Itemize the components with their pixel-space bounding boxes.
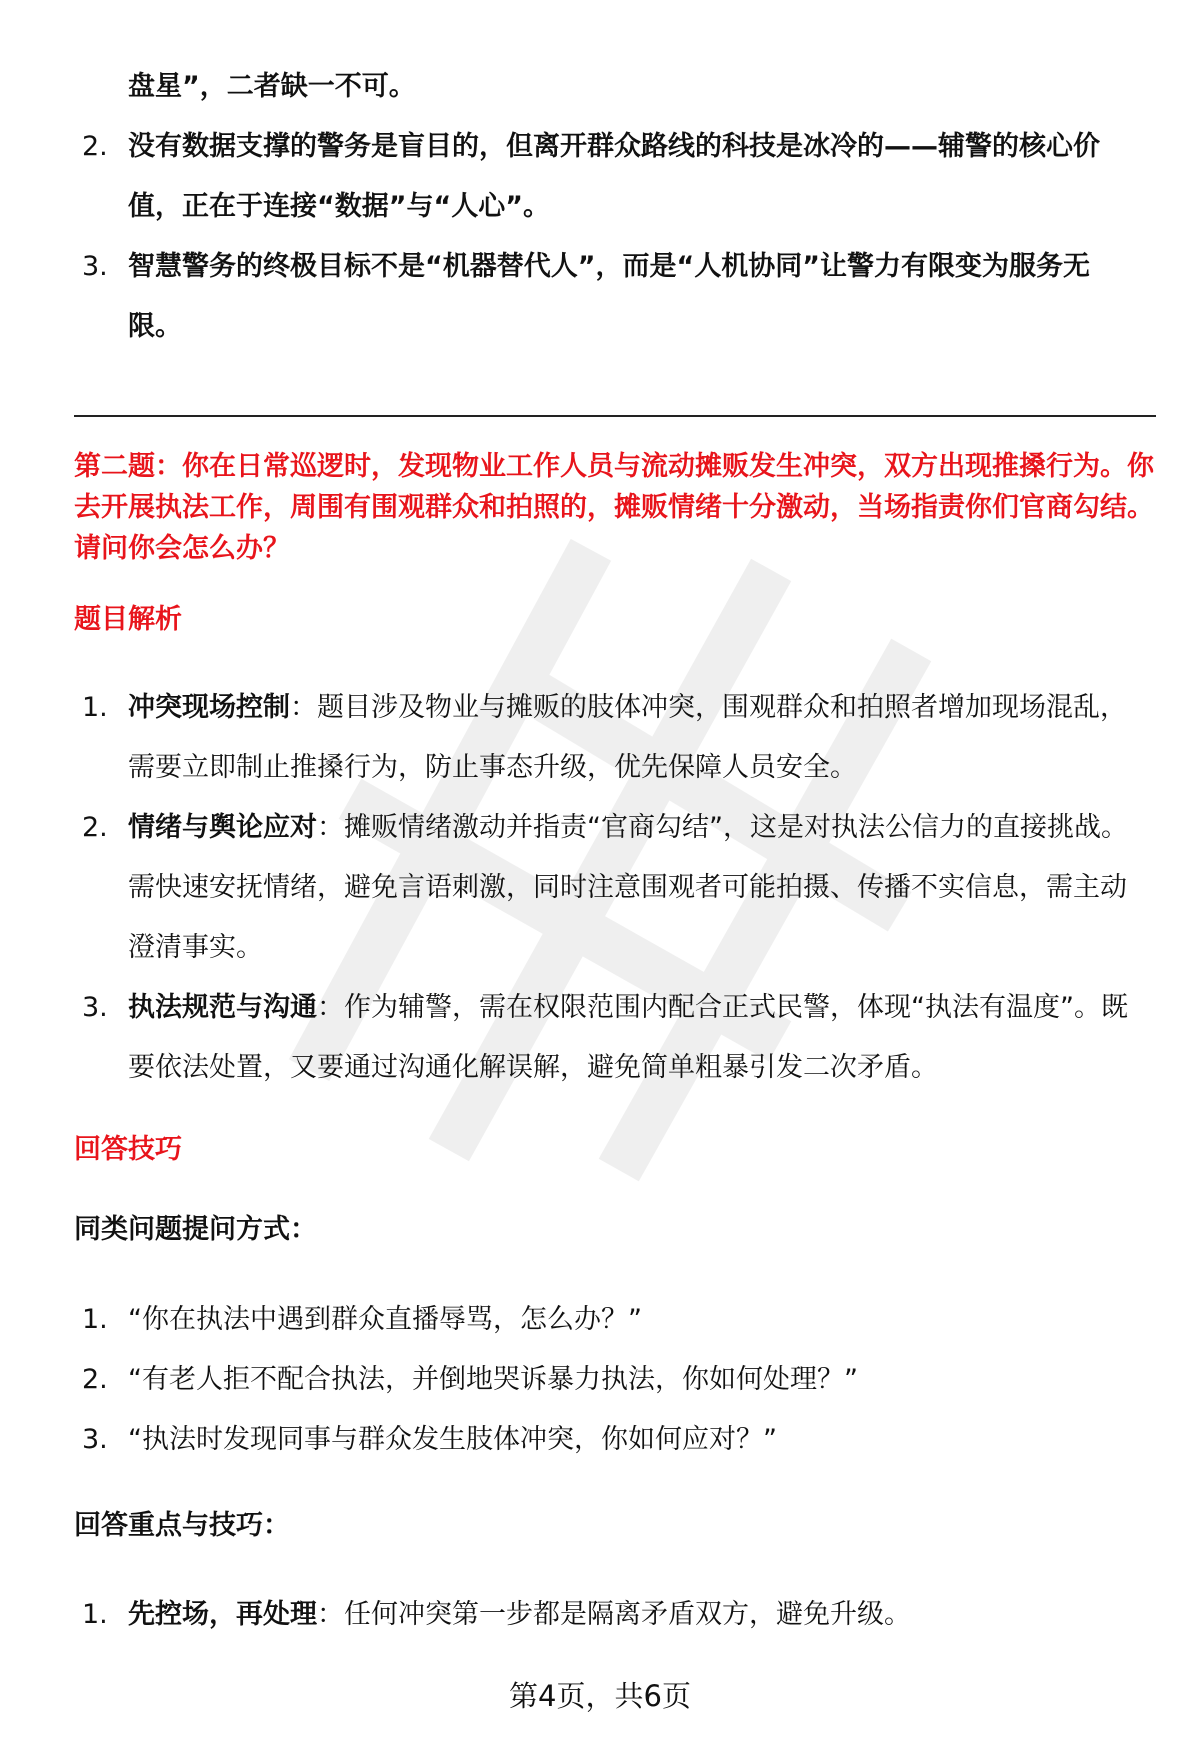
list-item-number: 1.	[82, 1599, 108, 1630]
list-item	[0, 1585, 1200, 1645]
tips-heading: 回答技巧	[74, 1134, 182, 1165]
list-item	[0, 678, 1200, 798]
list-item-text: 盘星”，二者缺一不可。	[128, 71, 416, 102]
list-item-number: 3.	[82, 1424, 108, 1455]
list-item-text: “有老人拒不配合执法，并倒地哭诉暴力执法，你如何处理？”	[128, 1364, 858, 1395]
list-item-number: 3.	[82, 992, 108, 1023]
list-item-text: 没有数据支撑的警务是盲目的，但离开群众路线的科技是冰冷的——辅警的核心价值，正在于连接“数据”与“人心”。	[128, 131, 1100, 222]
list-item-number: 2.	[82, 812, 108, 843]
list-item	[0, 1410, 1200, 1470]
list-item-number: 2.	[82, 1364, 108, 1395]
similar-questions-list	[0, 1290, 1200, 1470]
list-item-text: “执法时发现同事与群众发生肢体冲突，你如何应对？”	[128, 1424, 777, 1455]
similar-questions-heading: 同类问题提问方式：	[74, 1214, 317, 1245]
answer-focus-list	[0, 1585, 1200, 1645]
list-item-number: 1.	[82, 692, 108, 723]
list-item-body: ：摊贩情绪激动并指责“官商勾结”，这是对执法公信力的直接挑战。需快速安抚情绪，避免言语刺激，同时注意围观者可能拍摄、传播不实信息，需主动澄清事实。	[128, 812, 1128, 963]
list-item-text: “你在执法中遇到群众直播辱骂，怎么办？”	[128, 1304, 642, 1335]
list-item	[0, 1350, 1200, 1410]
list-item	[0, 117, 1200, 237]
analysis-heading: 题目解析	[74, 604, 182, 635]
question-text: 第二题：你在日常巡逻时，发现物业工作人员与流动摊贩发生冲突，双方出现推搡行为。你去开展执法工作，周围有围观群众和拍照的，摊贩情绪十分激动，当场指责你们官商勾结。请问你会怎么办？	[74, 451, 1154, 564]
list-item	[0, 237, 1200, 357]
list-item-text: 智慧警务的终极目标不是“机器替代人”，而是“人机协同”让警力有限变为服务无限。	[128, 251, 1090, 342]
list-item-body: ：题目涉及物业与摊贩的肢体冲突，围观群众和拍照者增加现场混乱，需要立即制止推搡行为，防止事态升级，优先保障人员安全。	[128, 692, 1127, 783]
answer-focus-heading: 回答重点与技巧：	[74, 1510, 290, 1541]
page-footer: 第4页，共6页	[509, 1679, 691, 1713]
list-item-title: 先控场，再处理	[128, 1599, 317, 1630]
list-item-number: 3.	[82, 251, 108, 282]
list-item-title: 情绪与舆论应对	[128, 812, 317, 843]
list-item	[0, 978, 1200, 1098]
list-item	[0, 1290, 1200, 1350]
list-item-number: 1.	[82, 1304, 108, 1335]
section-divider	[74, 415, 1156, 417]
list-item-title: 执法规范与沟通	[128, 992, 317, 1023]
continued-list	[0, 57, 1200, 357]
list-item-body: ：作为辅警，需在权限范围内配合正式民警，体现“执法有温度”。既要依法处置，又要通过沟通化解误解，避免简单粗暴引发二次矛盾。	[128, 992, 1128, 1083]
list-item	[0, 57, 1200, 117]
list-item-body: ：任何冲突第一步都是隔离矛盾双方，避免升级。	[317, 1599, 911, 1630]
list-item-number: 2.	[82, 131, 108, 162]
analysis-list	[0, 678, 1200, 1098]
list-item-title: 冲突现场控制	[128, 692, 290, 723]
list-item	[0, 798, 1200, 978]
